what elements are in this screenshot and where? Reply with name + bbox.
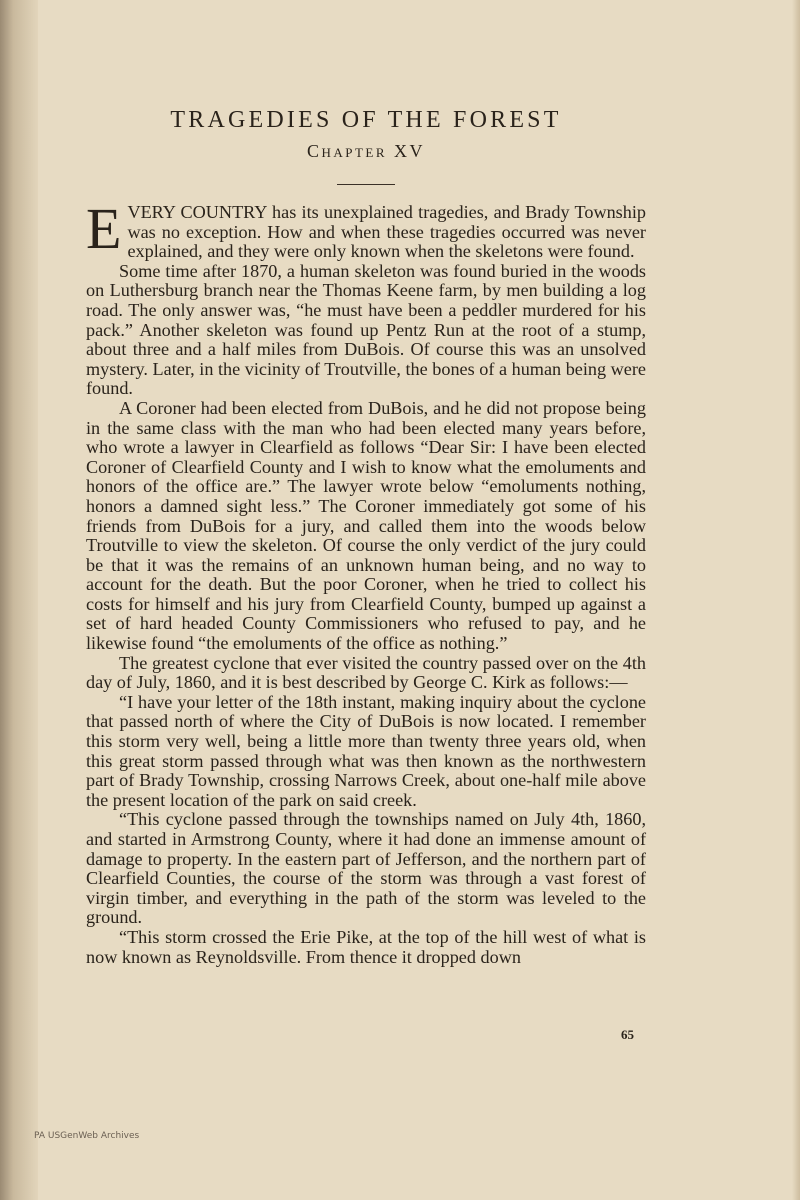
paragraph-7: “This storm crossed the Erie Pike, at the top of the hill west of what is now known as Reynoldsville. From thence it dropped down: [86, 926, 646, 967]
chapter-body: [86, 196, 646, 967]
page-edge: [792, 0, 800, 1200]
paragraph-5: “I have your letter of the 18th instant, making inquiry about the cyclone that passed north of where the City of DuBois is now located. I remember this storm very well, being a little more than twenty three years old, when this great storm passed through what was then known as the northwestern part of Brady Township, crossing Narrows Creek, about one-half mile above the present location of the park on said creek.: [86, 691, 646, 810]
archive-watermark: PA USGenWeb Archives: [34, 1131, 140, 1141]
paragraph-6: “This cyclone passed through the townships named on July 4th, 1860, and started in Armstrong County, where it had done an immense amount of damage to property. In the eastern part of Jefferson, and the northern part of Clearfield Counties, the course of the storm was through a vast forest of virgin timber, and everything in the path of the storm was leveled to the ground.: [86, 809, 646, 928]
chapter-number: [86, 140, 646, 162]
chapter-title: TRAGEDIES OF THE FOREST: [170, 107, 562, 133]
paragraph-3: A Coroner had been elected from DuBois, and he did not propose being in the same class with the man who had been elected many years before, who wrote a lawyer in Clearfield as follows “Dear Sir: I have been elected Coroner of Clearfield County and I wish to know what the emoluments and honors of the office are.” The lawyer wrote below “emoluments nothing, honors a damned sight less.” The Coroner immediately got some of his friends from DuBois for a jury, and called them into the woods below Troutville to view the skeleton. Of course the only verdict of the jury could be that it was the remains of an unknown human being, and no way to account for the death. But the poor Coroner, when he tried to collect his costs for himself and his jury from Clearfield County, bumped up against a set of hard headed County Commissioners who refused to pay, and he likewise found “the emoluments of the office as nothing.”: [86, 397, 646, 654]
book-spine-shadow: [0, 0, 38, 1200]
paragraph-4: The greatest cyclone that ever visited the country passed over on the 4th day of July, 1860, and it is best described by George C. Kirk as follows:—: [86, 652, 646, 693]
drop-cap: E: [86, 196, 122, 261]
paragraph-1: [86, 196, 646, 262]
page-number: 65: [621, 1027, 634, 1042]
title-divider: [337, 184, 395, 185]
chapter-label: Chapter XV: [306, 141, 426, 161]
paragraph-2: Some time after 1870, a human skeleton was found buried in the woods on Luthersburg branch near the Thomas Keene farm, by men building a log road. The only answer was, “he must have been a peddler murdered for his pack.” Another skeleton was found up Pentz Run at the root of a stump, about three and a half miles from DuBois. Of course this was an unsolved mystery. Later, in the vicinity of Troutville, the bones of a human being were found.: [86, 260, 646, 399]
book-page: [86, 100, 646, 967]
paragraph-1-text: VERY COUNTRY has its unexplained tragedies, and Brady Township was no exception. How and when these tragedies occurred was never explained, and they were only known when the skeletons were found.: [127, 202, 646, 262]
